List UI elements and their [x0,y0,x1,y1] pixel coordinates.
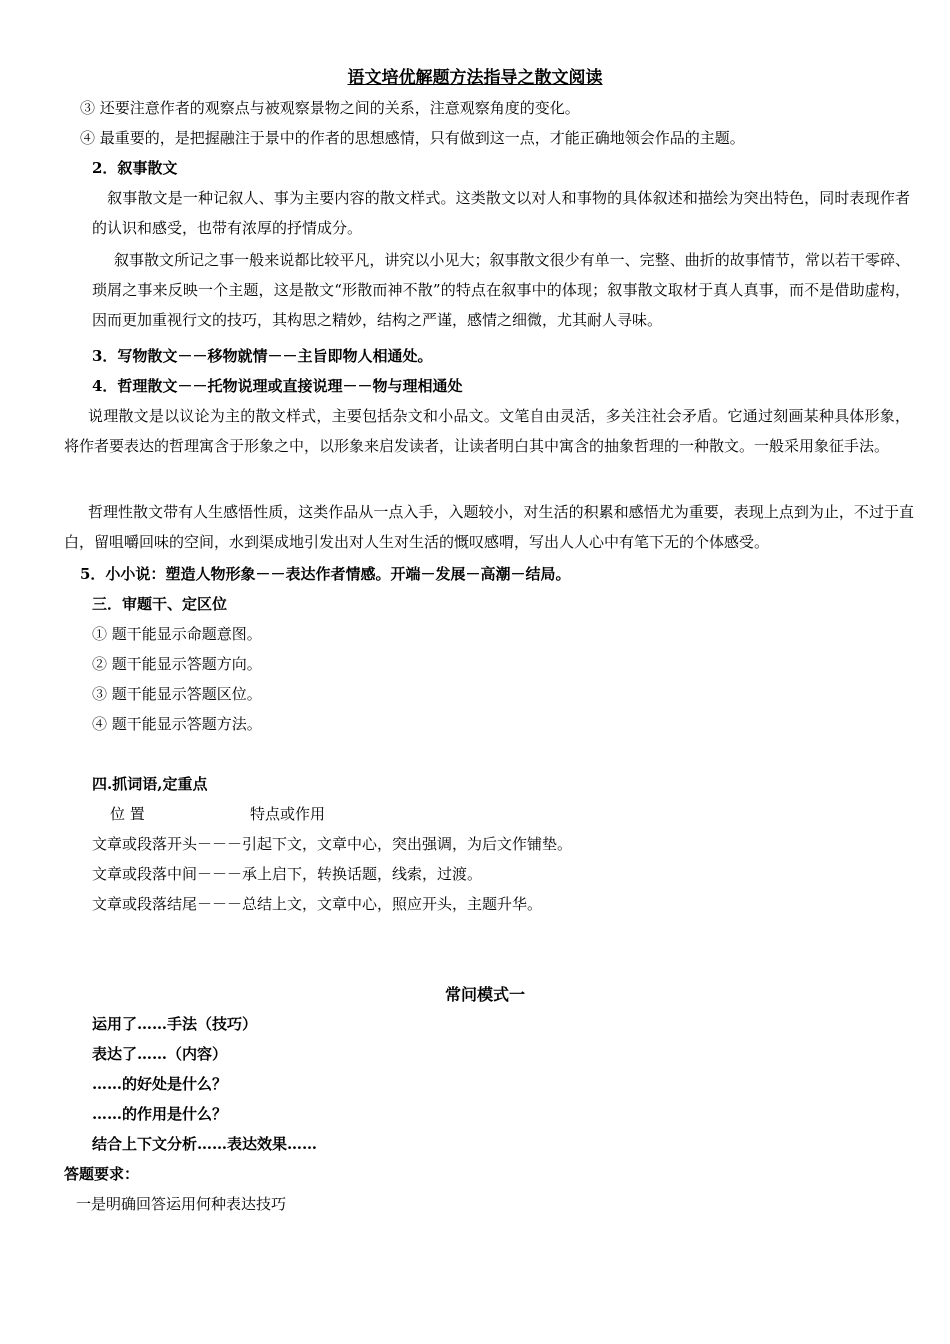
answer-requirement-1: 一是明确回答运用何种表达技巧 [76,1195,287,1213]
section-3-heading: 三．审题干、定区位 [92,595,228,613]
mode-question: ……的作用是什么？ [92,1105,228,1123]
mode-question: ……的好处是什么？ [92,1075,228,1093]
heading-short-story: 5．小小说：塑造人物形象－－表达作者情感。开端－发展－高潮－结局。 [80,565,571,583]
narrative-paragraph-1: 叙事散文是一种记叙人、事为主要内容的散文样式。这类散文以对人和事物的具体叙述和描绘为突出特色，同时表现作者的认识和感受，也带有浓厚的抒情成分。 [92,189,910,237]
section-4-heading: 四.抓词语,定重点 [92,775,208,793]
list-item: ① 题干能显示命题意图。 [92,625,262,643]
list-item: ② 题干能显示答题方向。 [92,655,262,673]
table-row: 文章或段落开头－－－引起下文，文章中心，突出强调，为后文作铺垫。 [92,835,573,853]
mode-question: 表达了……（内容） [92,1045,228,1063]
narrative-paragraph-2: 叙事散文所记之事一般来说都比较平凡，讲究以小见大；叙事散文很少有单一、完整、曲折的故事情节，常以若干零碎、琐屑之事来反映一个主题，这是散文“形散而神不散”的特点在叙事中的体现；叙事散文取材于真人真事，而不是借助虚构，因而更加重视行文的技巧，其构思之精妙，结构之严谨，感情之细微，尤其耐人寻味。 [92,251,910,329]
heading-philosophical-prose: 4．哲理散文－－托物说理或直接说理－－物与理相通处 [92,377,463,395]
list-item: ④ 题干能显示答题方法。 [92,715,262,733]
philosophy-paragraph-1: 说理散文是以议论为主的散文样式，主要包括杂文和小品文。文笔自由灵活，多关注社会矛盾。它通过刻画某种具体形象，将作者要表达的哲理寓含于形象之中，以形象来启发读者，让读者明白其中寓含的抽象哲理的一种散文。一般采用象征手法。 [64,407,910,455]
heading-object-prose: 3．写物散文－－移物就情－－主旨即物人相通处。 [92,347,433,365]
answer-requirements-heading: 答题要求： [64,1165,140,1183]
table-row: 文章或段落结尾－－－总结上文，文章中心，照应开头，主题升华。 [92,895,543,913]
observe-point-4: ④ 最重要的，是把握融注于景中的作者的思想感情，只有做到这一点，才能正确地领会作品的主题。 [80,129,745,147]
mode-question: 运用了……手法（技巧） [92,1015,258,1033]
table-row: 文章或段落中间－－－承上启下，转换话题，线索，过渡。 [92,865,483,883]
mode-question: 结合上下文分析……表达效果…… [92,1135,318,1153]
mode-heading: 常问模式一 [444,985,525,1004]
list-item: ③ 题干能显示答题区位。 [92,685,262,703]
philosophy-paragraph-2: 哲理性散文带有人生感悟性质，这类作品从一点入手，入题较小，对生活的积累和感悟尤为重要，表现上点到为止，不过于直白，留咀嚼回味的空间，水到渠成地引发出对人生对生活的慨叹感喟，写出人人心中有笔下无的个体感受。 [64,503,914,551]
observe-point-3: ③ 还要注意作者的观察点与被观察景物之间的关系，注意观察角度的变化。 [80,99,580,117]
column-header-function: 特点或作用 [250,805,326,823]
heading-narrative-prose: 2．叙事散文 [92,159,178,177]
document-title: 语文培优解题方法指导之散文阅读 [347,68,603,88]
column-header-position: 位 置 [110,805,145,823]
